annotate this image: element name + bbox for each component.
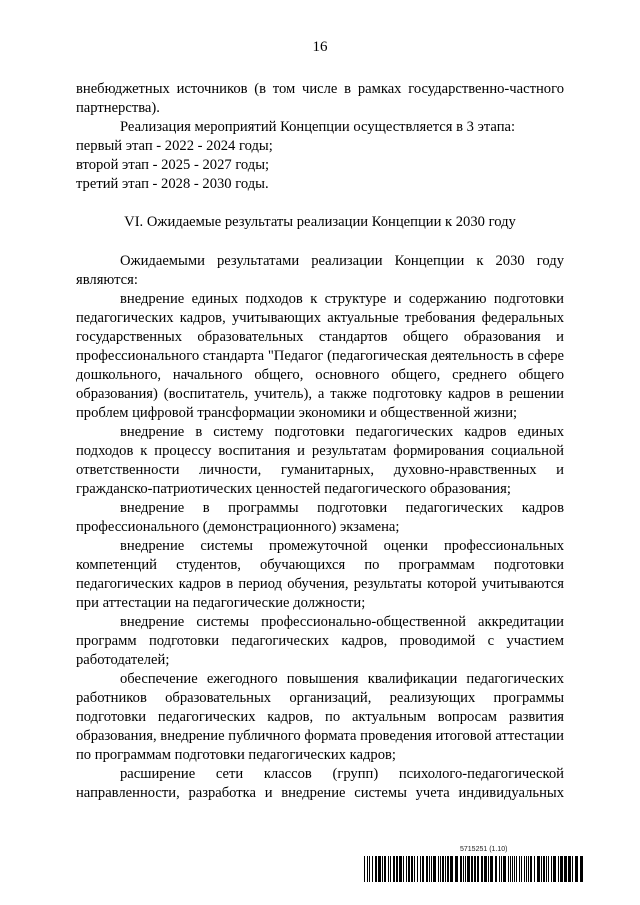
document-body bbox=[76, 80, 564, 803]
result-item-unified-approaches: внедрение единых подходов к структуре и содержанию подготовки педагогических кадров, учитывающих актуальные требования федеральных государственных образовательных стандартов общего образования и профессионального стандарта "Педагог (педагогическая деятельность в сфере дошкольного, начального общего, основного общего, среднего общего образования) (воспитатель, учитель), а также подготовку кадров в решении проблем цифровой трансформации экономики и общественной жизни; bbox=[76, 291, 564, 421]
stage-item-3: третий этап - 2028 - 2030 годы. bbox=[76, 176, 269, 192]
page-number: 16 bbox=[312, 39, 328, 55]
result-item-class-network: расширение сети классов (групп) психолого-педагогической направленности, разработка и внедрение системы учета индивидуальных bbox=[76, 766, 564, 801]
result-item-intermediate-assessment: внедрение системы промежуточной оценки профессиональных компетенций студентов, обучающихся по программам подготовки педагогических кадров в период обучения, результаты которой учитываются при аттестации на педагогические должности; bbox=[76, 538, 564, 611]
paragraph-continuation-line1: внебюджетных источников (в том числе в рамках государственно-частного bbox=[76, 81, 564, 97]
result-item-upbringing: внедрение в систему подготовки педагогических кадров единых подходов к процессу воспитания и результатам формирования социальной ответственности личности, гуманитарных, духовно-нравственных и гражданско-патриотических ценностей педагогического образования; bbox=[76, 424, 564, 497]
result-item-qualification: обеспечение ежегодного повышения квалификации педагогических работников образовательных организаций, реализующих программы подготовки педагогических кадров, по актуальным вопросам развития образования, внедрение публичного формата проведения итоговой аттестации по программам подготовки педагогических кадров; bbox=[76, 671, 564, 763]
result-item-accreditation: внедрение системы профессионально-общественной аккредитации программ подготовки педагогических кадров, проводимой с участием работодателей; bbox=[76, 614, 564, 668]
paragraph-results-intro-line1: Ожидаемыми результатами реализации Концепции к 2030 году bbox=[120, 253, 564, 269]
paragraph-continuation-line2: партнерства). bbox=[76, 100, 160, 116]
stage-item-1: первый этап - 2022 - 2024 годы; bbox=[76, 138, 273, 154]
barcode-icon bbox=[364, 856, 584, 882]
paragraph-stages-intro: Реализация мероприятий Концепции осуществляется в 3 этапа: bbox=[120, 119, 516, 135]
section-heading: VI. Ожидаемые результаты реализации Концепции к 2030 году bbox=[124, 214, 516, 230]
paragraph-results-intro-line2: являются: bbox=[76, 272, 138, 288]
stage-item-2: второй этап - 2025 - 2027 годы; bbox=[76, 157, 270, 173]
result-item-demo-exam: внедрение в программы подготовки педагогических кадров профессионального (демонстрационного) экзамена; bbox=[76, 500, 564, 535]
document-code: 5715251 (1.10) bbox=[460, 846, 508, 853]
footer bbox=[364, 846, 584, 882]
